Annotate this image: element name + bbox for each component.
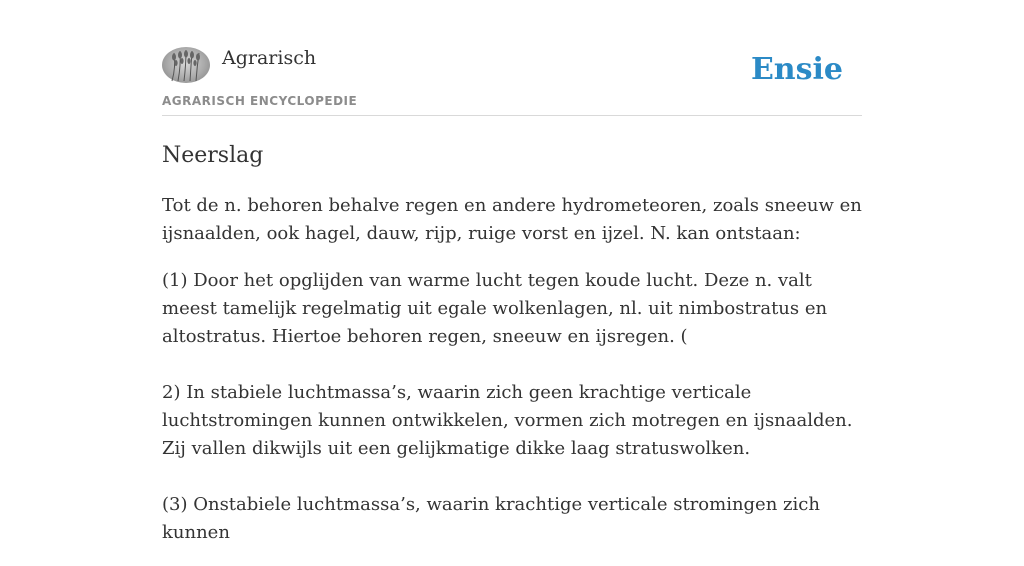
brand-name[interactable]: Agrarisch (222, 47, 317, 69)
wheat-logo-icon[interactable] (162, 47, 210, 83)
article-paragraph: Tot de n. behoren behalve regen en andere hydrometeoren, zoals sneeuw en ijsnaalden, ook hagel, dauw, rijp, ruige vorst en ijzel. N. kan ontstaan: (162, 195, 862, 244)
article-paragraph: 2) In stabiele luchtmassa’s, waarin zich geen krachtige verticale luchtstromingen kunnen ontwikkelen, vormen zich motregen en ijsnaalden. Zij vallen dikwijls uit een gelijkmatige dikke laag stratuswolken. (162, 382, 853, 459)
content-container (162, 46, 862, 566)
site-header (162, 46, 862, 116)
article-paragraph: (3) Onstabiele luchtmassa’s, waarin krachtige verticale stromingen zich kunnen (162, 494, 820, 543)
brand-subtitle: AGRARISCH ENCYCLOPEDIE (162, 94, 358, 108)
article-body (162, 192, 862, 547)
site-logo-link[interactable]: Ensie (750, 52, 843, 87)
article-paragraph: (1) Door het opglijden van warme lucht tegen koude lucht. Deze n. valt meest tamelijk regelmatig uit egale wolkenlagen, nl. uit nimbostratus en altostratus. Hiertoe behoren regen, sneeuw en ijsregen. ( (162, 270, 828, 347)
page-title: Neerslag (162, 143, 264, 168)
